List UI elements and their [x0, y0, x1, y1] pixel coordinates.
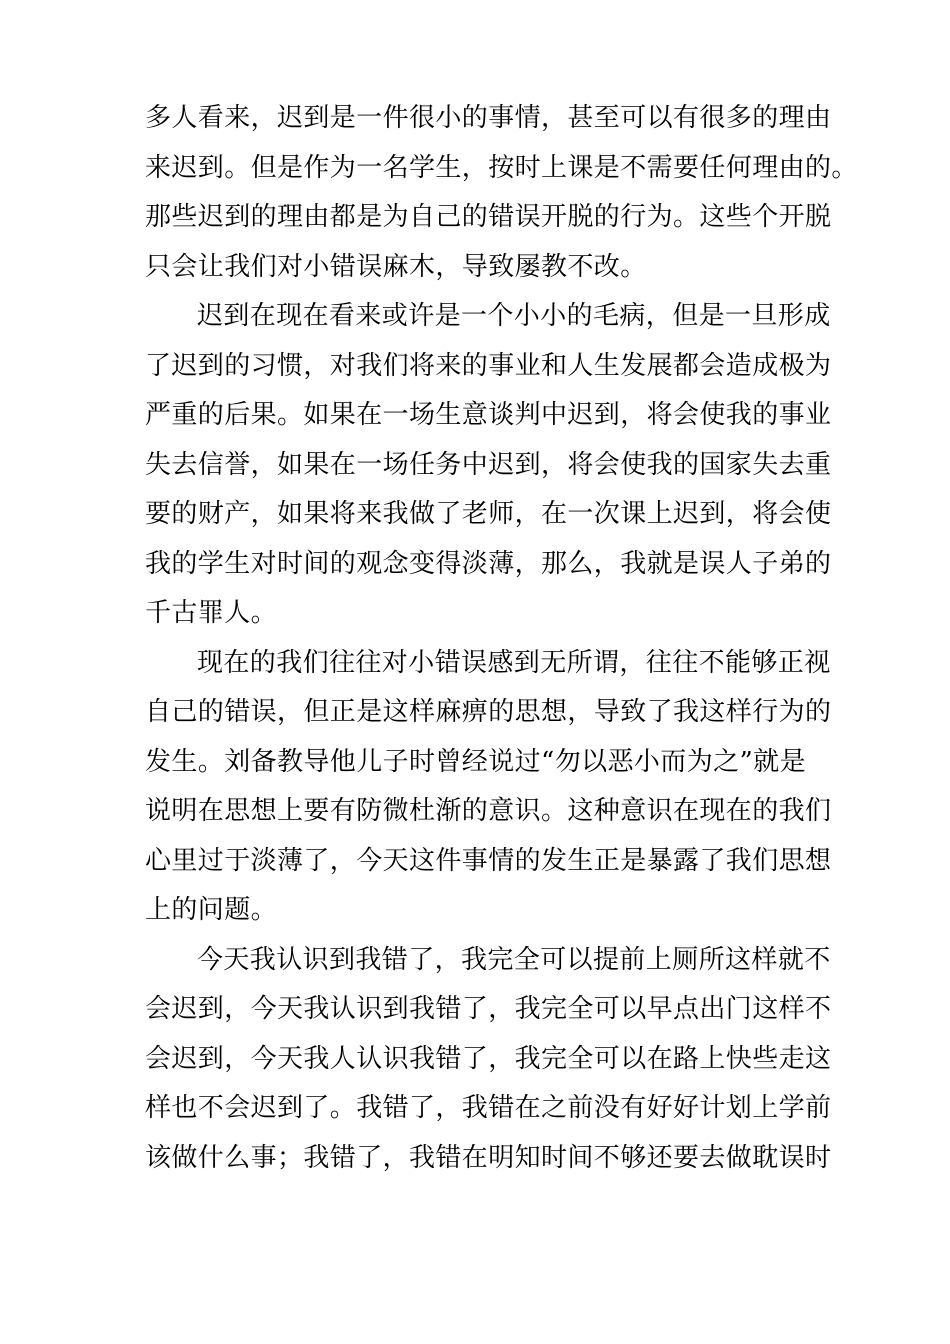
- paragraph-1: [145, 94, 858, 292]
- text-line-first: 今天我认识到我错了，我完全可以提前上厕所这样就不: [197, 944, 831, 975]
- text-line: 样也不会迟到了。我错了，我错在之前没有好好计划上学前: [145, 1093, 832, 1123]
- text-line: 发生。刘备教导他儿子时曾经说过“勿以恶小而为之”就是: [145, 746, 806, 777]
- text-line: 自己的错误，但正是这样麻痹的思想，导致了我这样行为的: [145, 697, 832, 727]
- text-line: 会迟到，今天我人认识我错了，我完全可以在路上快些走这: [145, 1043, 832, 1074]
- text-line: 要的财产，如果将来我做了老师，在一次课上迟到，将会使: [145, 499, 832, 529]
- text-line: 只会让我们对小错误麻木，导致屡教不改。: [145, 251, 647, 282]
- text-line: 会迟到，今天我认识到我错了，我完全可以早点出门这样不: [145, 994, 832, 1024]
- text-line: 失去信誉，如果在一场任务中迟到，将会使我的国家失去重: [145, 449, 832, 480]
- text-line: 我的学生对时间的观念变得淡薄，那么，我就是误人子弟的: [145, 548, 832, 579]
- paragraph-3: [145, 639, 832, 936]
- text-line: 心里过于淡薄了，今天这件事情的发生正是暴露了我们思想: [145, 845, 832, 876]
- text-line-first: 迟到在现在看来或许是一个小小的毛病，但是一旦形成: [197, 301, 831, 331]
- text-line-first: 现在的我们往往对小错误感到无所谓，往往不能够正视: [197, 647, 831, 678]
- document-body: [145, 94, 858, 1183]
- text-line: 那些迟到的理由都是为自己的错误开脱的行为。这些个开脱: [145, 202, 832, 232]
- text-line: 多人看来，迟到是一件很小的事情，甚至可以有很多的理由: [145, 103, 832, 133]
- paragraph-4: [145, 936, 832, 1184]
- text-line: 千古罪人。: [145, 598, 278, 628]
- text-line: 上的问题。: [145, 895, 278, 925]
- text-line: 了迟到的习惯，对我们将来的事业和人生发展都会造成极为: [145, 350, 832, 381]
- text-line: 说明在思想上要有防微杜渐的意识。这种意识在现在的我们: [145, 796, 832, 826]
- text-line: 来迟到。但是作为一名学生，按时上课是不需要任何理由的。: [145, 152, 858, 183]
- text-line: 严重的后果。如果在一场生意谈判中迟到，将会使我的事业: [145, 400, 832, 430]
- text-line: 该做什么事；我错了，我错在明知时间不够还要去做耽误时: [145, 1142, 832, 1173]
- paragraph-2: [145, 292, 832, 639]
